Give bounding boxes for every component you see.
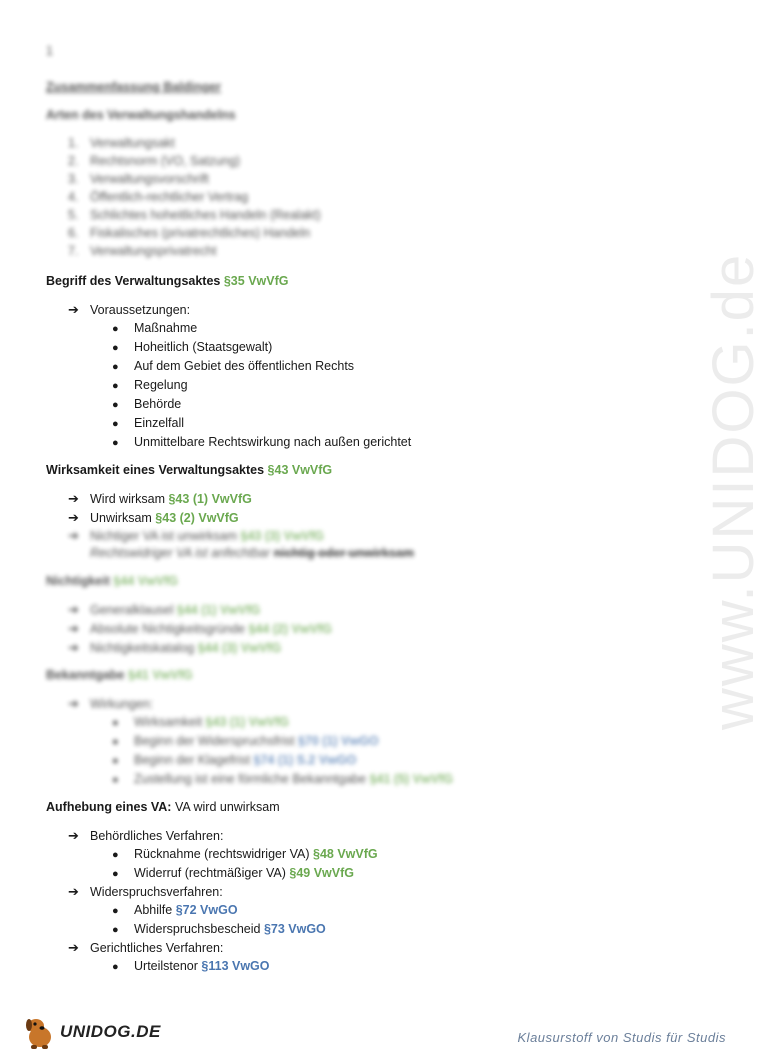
arrow-icon: ➔ [68, 828, 79, 843]
list-item: ● Einzelfall [112, 416, 185, 430]
list-item: ● Wirksamkeit §43 (1) VwVfG [112, 715, 289, 729]
arrow-icon: ➔ [68, 491, 79, 506]
list-item: ● Widerspruchsbescheid §73 VwGO [112, 922, 326, 936]
bullet-icon: ● [112, 774, 119, 786]
list-item: ➔ Wirkungen: [68, 696, 154, 711]
nichtigkeit-heading: Nichtigkeit §44 VwVfG [46, 574, 179, 588]
logo-text: UNIDOG.DE [60, 1022, 161, 1041]
bullet-icon: ● [112, 924, 119, 936]
list-item: 3. Verwaltungsvorschrift [68, 172, 209, 186]
list-item: 5. Schlichtes hoheitliches Handeln (Realakt) [68, 208, 321, 222]
list-item: ● Hoheitlich (Staatsgewalt) [112, 340, 273, 354]
list-item: 1. Verwaltungsakt [68, 136, 175, 150]
page-number: 1 [46, 44, 53, 58]
arrow-icon: ➔ [68, 940, 79, 955]
wirksamkeit-heading: Wirksamkeit eines Verwaltungsaktes §43 VwVfG [46, 463, 333, 477]
arrow-icon: ➔ [68, 528, 79, 543]
list-item: ● Beginn der Widerspruchsfrist §70 (1) VwGO [112, 734, 379, 748]
list-item: ➔ Generalklausel §44 (1) VwVfG [68, 602, 261, 617]
list-item: ➔ Unwirksam §43 (2) VwVfG [68, 510, 239, 525]
bullet-icon: ● [112, 361, 119, 373]
list-item: 2. Rechtsnorm (VO, Satzung) [68, 154, 241, 168]
list-item: ● Rücknahme (rechtswidriger VA) §48 VwVfG [112, 847, 378, 861]
unidog-logo [22, 1012, 161, 1052]
doc-title: Zusammenfassung Baldinger [46, 80, 222, 94]
footer-tagline: Klausurstoff von Studis für Studis [517, 1030, 726, 1045]
begriff-intro: ➔ Voraussetzungen: [68, 302, 191, 317]
dog-icon [22, 1013, 58, 1051]
list-item: ➔ Gerichtliches Verfahren: [68, 940, 224, 955]
arten-heading: Arten des Verwaltungshandelns [46, 108, 236, 122]
bullet-icon: ● [112, 380, 119, 392]
list-item: ● Auf dem Gebiet des öffentlichen Rechts [112, 359, 355, 373]
bullet-icon: ● [112, 755, 119, 767]
list-item: ➔ Behördliches Verfahren: [68, 828, 224, 843]
arrow-icon: ➔ [68, 302, 79, 317]
list-item: ➔ Absolute Nichtigkeitsgründe §44 (2) VwVfG [68, 621, 332, 636]
list-item: ● Maßnahme [112, 321, 198, 335]
list-item: ➔ Nichtiger VA ist unwirksam §43 (3) VwVfG [68, 528, 324, 543]
list-item: ● Zustellung ist eine förmliche Bekanntgabe §41 (5) VwVfG [112, 772, 453, 786]
bullet-icon: ● [112, 399, 119, 411]
bullet-icon: ● [112, 437, 119, 449]
bekanntgabe-heading: Bekanntgabe §41 VwVfG [46, 668, 193, 682]
bullet-icon: ● [112, 323, 119, 335]
list-item: ● Beginn der Klagefrist §74 (1) S.2 VwGO [112, 753, 357, 767]
list-item: ● Behörde [112, 397, 182, 411]
arrow-icon: ➔ [68, 621, 79, 636]
list-item: ● Regelung [112, 378, 188, 392]
bullet-icon: ● [112, 418, 119, 430]
arrow-icon: ➔ [68, 640, 79, 655]
bullet-icon: ● [112, 905, 119, 917]
watermark: www.UNIDOG.de [701, 252, 766, 730]
aufhebung-heading: Aufhebung eines VA: VA wird unwirksam [46, 800, 280, 814]
arrow-icon: ➔ [68, 510, 79, 525]
list-item: 7. Verwaltungsprivatrecht [68, 244, 217, 258]
list-item: 6. Fiskalisches (privatrechtliches) Handeln [68, 226, 311, 240]
list-item: ➔ Wird wirksam §43 (1) VwVfG [68, 491, 252, 506]
list-item: ● Urteilstenor §113 VwGO [112, 959, 270, 973]
list-item: ● Abhilfe §72 VwGO [112, 903, 238, 917]
list-item: 4. Öffentlich-rechtlicher Vertrag [68, 190, 249, 204]
bullet-icon: ● [112, 849, 119, 861]
bullet-icon: ● [112, 868, 119, 880]
list-item: ➔ Widerspruchsverfahren: [68, 884, 223, 899]
begriff-ref: §35 VwVfG [223, 274, 289, 288]
list-item: ➔ Nichtigkeitskatalog §44 (3) VwVfG [68, 640, 282, 655]
arrow-icon: ➔ [68, 696, 79, 711]
list-item: ● Widerruf (rechtmäßiger VA) §49 VwVfG [112, 866, 354, 880]
bullet-icon: ● [112, 736, 119, 748]
begriff-heading: Begriff des Verwaltungsaktes §35 VwVfG [46, 274, 289, 288]
arrow-icon: ➔ [68, 884, 79, 899]
bullet-icon: ● [112, 717, 119, 729]
bullet-icon: ● [112, 961, 119, 973]
arrow-icon: ➔ [68, 602, 79, 617]
list-item: Rechtswidriger VA ist anfechtbar nichtig oder unwirksam [90, 546, 414, 560]
bullet-icon: ● [112, 342, 119, 354]
list-item: ● Unmittelbare Rechtswirkung nach außen gerichtet [112, 435, 412, 449]
